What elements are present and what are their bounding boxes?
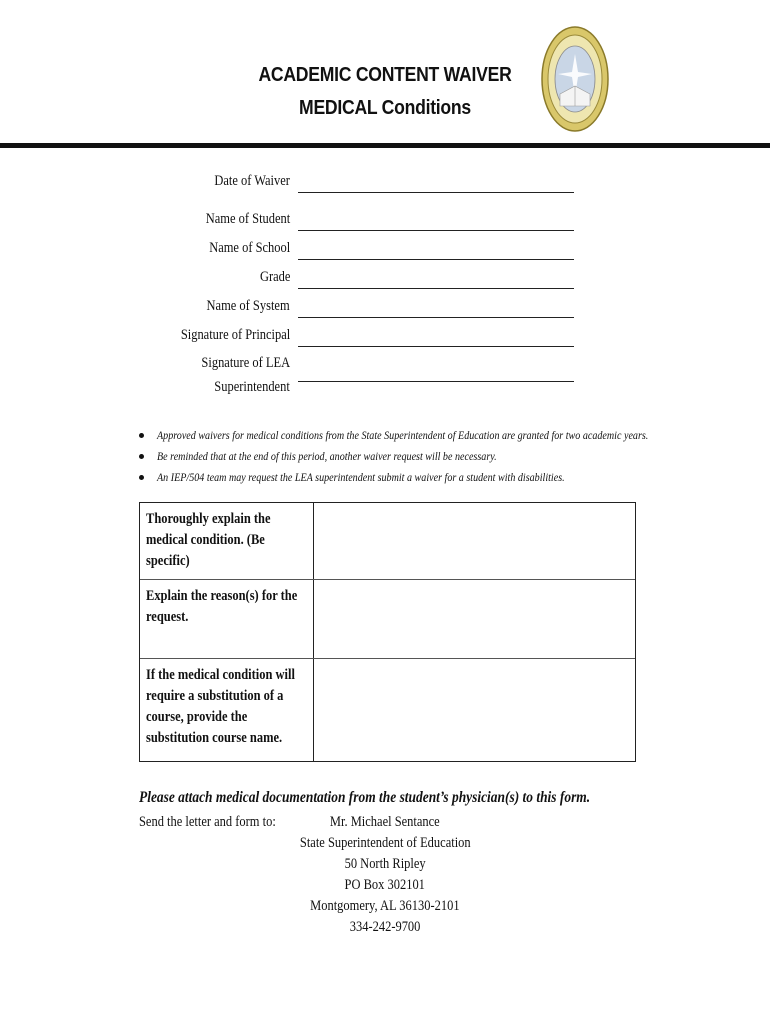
system-name-line[interactable] — [298, 317, 574, 318]
header-divider — [0, 143, 770, 148]
alabama-seal-logo — [540, 24, 610, 134]
lea-signature-label-row — [120, 355, 580, 379]
superintendent-label: Superintendent — [214, 379, 290, 395]
principal-signature-line[interactable] — [298, 346, 574, 347]
school-name-field[interactable] — [120, 240, 580, 264]
lea-superintendent-field[interactable] — [120, 379, 580, 403]
bullet-icon — [139, 475, 144, 480]
attach-documentation-note: Please attach medical documentation from the student’s physician(s) to this form. — [139, 789, 591, 806]
medical-questions-table — [139, 502, 636, 762]
address-line: State Superintendent of Education — [299, 835, 471, 851]
system-name-field[interactable] — [120, 298, 580, 322]
bullet-icon — [139, 454, 144, 459]
notes-list — [137, 425, 657, 488]
grade-line[interactable] — [298, 288, 574, 289]
medical-condition-answer[interactable] — [315, 503, 635, 579]
phone-number: 334-242-9700 — [349, 919, 421, 935]
send-to-label: Send the letter and form to: — [139, 814, 276, 830]
list-item: An IEP/504 team may request the LEA superintendent submit a waiver for a student with disabilities. — [137, 467, 657, 488]
address-line: PO Box 302101 — [344, 877, 426, 893]
system-name-label: Name of System — [206, 298, 290, 314]
table-row — [140, 580, 635, 659]
grade-label: Grade — [259, 269, 290, 285]
table-row — [140, 659, 635, 761]
address-line: 50 North Ripley — [344, 856, 426, 872]
principal-signature-label: Signature of Principal — [180, 327, 290, 343]
school-name-line[interactable] — [298, 259, 574, 260]
bullet-icon — [139, 433, 144, 438]
principal-signature-field[interactable] — [120, 327, 580, 351]
request-reason-answer[interactable] — [315, 580, 635, 658]
date-of-waiver-line[interactable] — [298, 192, 574, 193]
lea-signature-line[interactable] — [298, 381, 574, 382]
lea-signature-label: Signature of LEA — [201, 355, 290, 371]
address-line: Mr. Michael Sentance — [330, 814, 440, 830]
table-row — [140, 503, 635, 580]
student-name-line[interactable] — [298, 230, 574, 231]
list-item: Be reminded that at the end of this period, another waiver request will be necessary. — [137, 446, 657, 467]
grade-field[interactable] — [120, 269, 580, 293]
date-of-waiver-field[interactable] — [120, 173, 580, 197]
list-item: Approved waivers for medical conditions from the State Superintendent of Education are granted for two academic years. — [137, 425, 657, 446]
school-name-label: Name of School — [208, 240, 290, 256]
course-substitution-answer[interactable] — [315, 659, 635, 761]
form-subtitle: MEDICAL Conditions — [299, 97, 471, 119]
form-title: ACADEMIC CONTENT WAIVER — [258, 64, 512, 86]
date-of-waiver-label: Date of Waiver — [214, 173, 290, 189]
course-substitution-label: If the medical condition will require a substitution of a course, provide the substitution course name. — [140, 659, 314, 761]
student-name-field[interactable] — [120, 211, 580, 235]
address-line: Montgomery, AL 36130-2101 — [310, 898, 460, 914]
medical-condition-label: Thoroughly explain the medical condition. (Be specific) — [140, 503, 314, 579]
request-reason-label: Explain the reason(s) for the request. — [140, 580, 314, 658]
student-name-label: Name of Student — [205, 211, 290, 227]
